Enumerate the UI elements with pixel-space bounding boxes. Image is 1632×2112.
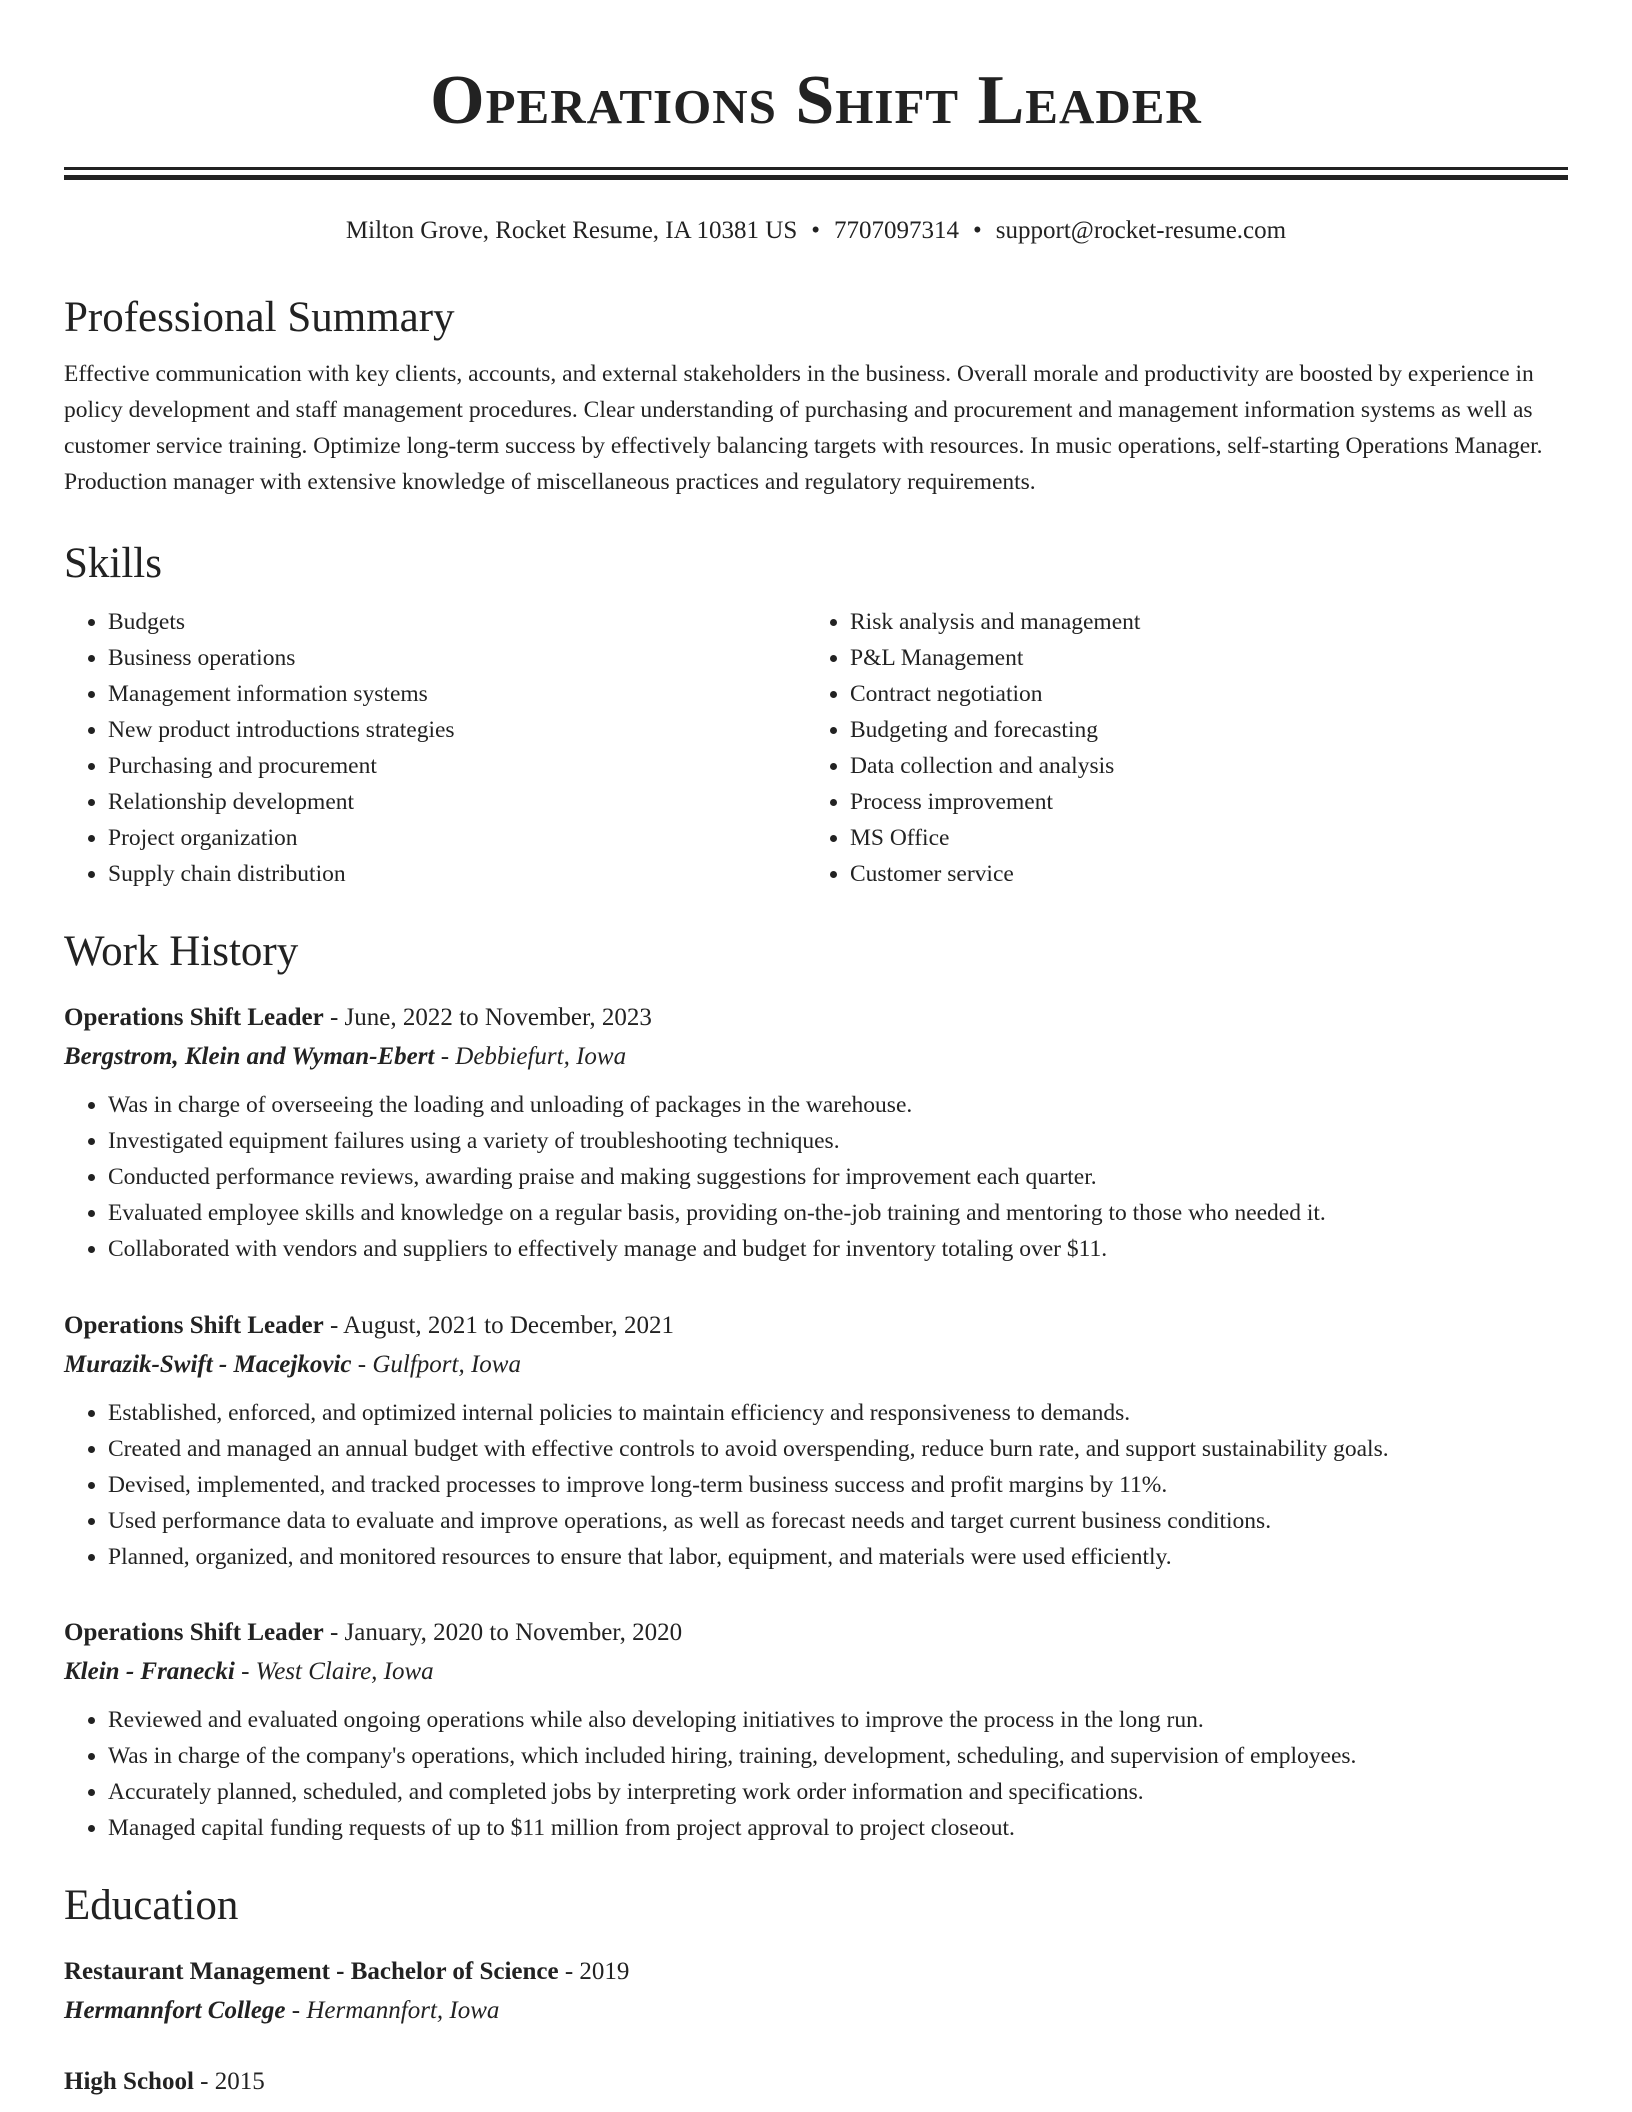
job-company: Klein - Franecki — [64, 1658, 235, 1685]
summary-heading: Professional Summary — [64, 294, 455, 341]
job-bullet: • Evaluated employee skills and knowledge on a regular basis, providing on-the-job training and mentoring to those who needed it. — [108, 1195, 1568, 1231]
job-dates: - August, 2021 to December, 2021 — [323, 1312, 675, 1339]
skill-item: • Budgeting and forecasting — [850, 712, 1548, 748]
skill-item: • Data collection and analysis — [850, 748, 1548, 784]
job-entry — [64, 999, 1568, 1267]
job-dates: - January, 2020 to November, 2020 — [323, 1619, 683, 1646]
skill-item: • New product introductions strategies — [108, 712, 806, 748]
job-location: - West Claire, Iowa — [234, 1658, 434, 1685]
skill-item: • Business operations — [108, 640, 806, 676]
job-location: - Debbiefurt, Iowa — [434, 1043, 627, 1070]
job-bullet: • Conducted performance reviews, awarding praise and making suggestions for improvement each quarter. — [108, 1159, 1568, 1195]
skills-list-left — [64, 604, 806, 892]
contact-separator: • — [811, 217, 821, 244]
skills-list-right — [806, 604, 1548, 892]
job-bullet: • Used performance data to evaluate and improve operations, as well as forecast needs and target current business conditions. — [108, 1503, 1568, 1539]
skills-heading: Skills — [64, 540, 162, 587]
job-dates: - June, 2022 to November, 2023 — [323, 1004, 652, 1031]
job-title-line — [64, 999, 1568, 1037]
job-company-line — [64, 1345, 1568, 1385]
job-bullet: • Accurately planned, scheduled, and completed jobs by interpreting work order information and specifications. — [108, 1774, 1568, 1810]
skill-item: • Purchasing and procurement — [108, 748, 806, 784]
education-year: - 2015 — [193, 2068, 265, 2095]
summary-text: Effective communication with key clients, accounts, and external stakeholders in the business. Overall morale and productivity are boosted by experience in policy development and staff management procedures. Clear understanding of purchasing and procurement and management information systems as well as customer service training. Optimize long-term success by effectively balancing targets with resources. In music operations, self-starting Operations Manager. Production manager with extensive knowledge of miscellaneous practices and regulatory requirements. — [64, 361, 1543, 495]
skill-item: • P&L Management — [850, 640, 1548, 676]
job-title-line — [64, 1307, 1568, 1345]
job-bullet: • Planned, organized, and monitored resources to ensure that labor, equipment, and materials were used efficiently. — [108, 1539, 1568, 1575]
job-entry — [64, 1307, 1568, 1575]
job-bullet: • Established, enforced, and optimized internal policies to maintain efficiency and responsiveness to demands. — [108, 1395, 1568, 1431]
job-bullet: • Collaborated with vendors and suppliers to effectively manage and budget for inventory totaling over $11. — [108, 1231, 1568, 1267]
education-degree: Restaurant Management - Bachelor of Science — [64, 1958, 559, 1985]
job-bullet: • Investigated equipment failures using a variety of troubleshooting techniques. — [108, 1123, 1568, 1159]
skills-column-left — [64, 604, 806, 892]
education-location: - Hermannfort, Iowa — [285, 1997, 500, 2024]
skill-item: • Management information systems — [108, 676, 806, 712]
job-bullet: • Reviewed and evaluated ongoing operations while also developing initiatives to improve the process in the long run. — [108, 1702, 1568, 1738]
education-degree: High School — [64, 2068, 194, 2095]
job-title: Operations Shift Leader — [64, 1004, 324, 1031]
skills-column-right — [806, 604, 1548, 892]
contact-phone: 7707097314 — [834, 217, 960, 244]
skills-columns — [64, 604, 1568, 892]
header-divider-thick — [64, 175, 1568, 180]
skill-item: • Contract negotiation — [850, 676, 1548, 712]
job-title: Operations Shift Leader — [64, 1312, 324, 1339]
job-title-line — [64, 1614, 1568, 1652]
education-degree-line — [64, 2063, 1568, 2101]
job-bullet: • Devised, implemented, and tracked processes to improve long-term business success and profit margins by 11%. — [108, 1467, 1568, 1503]
candidate-name: Operations Shift Leader — [430, 62, 1202, 139]
education-school: Hermannfort College — [64, 1997, 286, 2024]
skill-item: • Budgets — [108, 604, 806, 640]
job-bullet: • Managed capital funding requests of up to $11 million from project approval to project closeout. — [108, 1810, 1568, 1846]
job-company: Murazik-Swift - Macejkovic — [64, 1351, 352, 1378]
work-history-heading: Work History — [64, 928, 299, 975]
skill-item: • Customer service — [850, 856, 1548, 892]
job-company-line — [64, 1652, 1568, 1692]
job-location: - Gulfport, Iowa — [351, 1351, 521, 1378]
job-bullet: • Was in charge of the company's operations, which included hiring, training, development, scheduling, and supervision of employees. — [108, 1738, 1568, 1774]
education-entry — [64, 1953, 1568, 2031]
job-bullets — [64, 1087, 1568, 1267]
job-company-line — [64, 1037, 1568, 1077]
work-history-section — [64, 924, 1568, 980]
education-entry — [64, 2063, 1568, 2101]
skill-item: • Process improvement — [850, 784, 1548, 820]
skills-section — [64, 536, 1568, 892]
skill-item: • Project organization — [108, 820, 806, 856]
education-school-line — [64, 1991, 1568, 2031]
skill-item: • Risk analysis and management — [850, 604, 1548, 640]
job-title: Operations Shift Leader — [64, 1619, 324, 1646]
education-year: - 2019 — [558, 1958, 630, 1985]
job-entry — [64, 1614, 1568, 1846]
skill-item: • MS Office — [850, 820, 1548, 856]
summary-section — [64, 290, 1568, 500]
job-bullet: • Was in charge of overseeing the loading and unloading of packages in the warehouse. — [108, 1087, 1568, 1123]
job-bullet: • Created and managed an annual budget with effective controls to avoid overspending, reduce burn rate, and support sustainability goals. — [108, 1431, 1568, 1467]
contact-email: support@rocket-resume.com — [995, 217, 1287, 244]
education-degree-line — [64, 1953, 1568, 1991]
skill-item: • Supply chain distribution — [108, 856, 806, 892]
header-divider-thin — [64, 167, 1568, 170]
job-bullets — [64, 1395, 1568, 1575]
contact-address: Milton Grove, Rocket Resume, IA 10381 US — [345, 217, 798, 244]
job-bullets — [64, 1702, 1568, 1846]
education-section — [64, 1878, 1568, 1934]
contact-line — [64, 214, 1568, 248]
education-heading: Education — [64, 1882, 239, 1929]
contact-separator: • — [973, 217, 982, 244]
skill-item: • Relationship development — [108, 784, 806, 820]
job-company: Bergstrom, Klein and Wyman-Ebert — [64, 1043, 435, 1070]
